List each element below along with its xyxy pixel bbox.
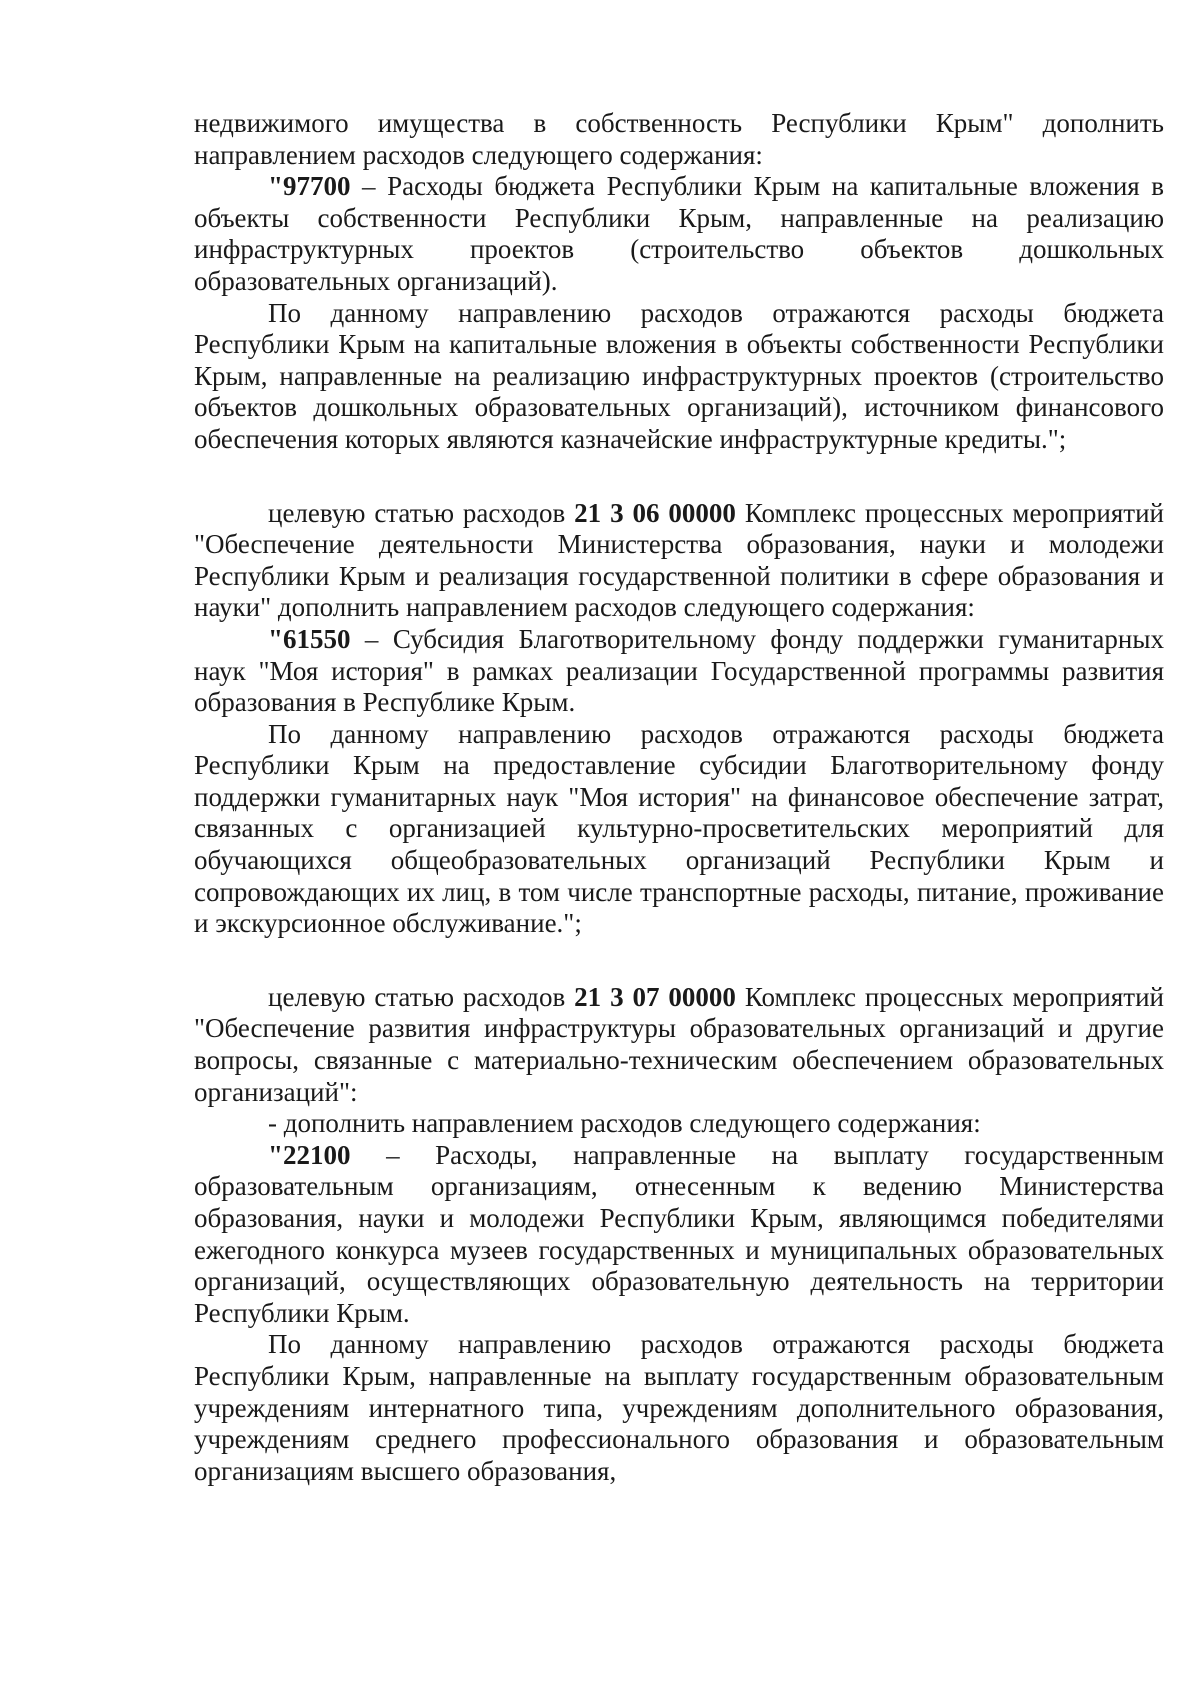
paragraph-lead: целевую статью расходов bbox=[268, 497, 575, 528]
expense-code: "97700 bbox=[268, 171, 351, 202]
paragraph-gap bbox=[194, 456, 1164, 498]
article-code: 21 3 06 00000 bbox=[574, 497, 736, 528]
target-article-21-3-07 bbox=[194, 982, 1164, 1108]
article-code: 21 3 07 00000 bbox=[574, 981, 736, 1012]
expense-direction-61550 bbox=[194, 624, 1164, 719]
expense-code: "61550 bbox=[268, 623, 351, 654]
expense-direction-22100 bbox=[194, 1140, 1164, 1330]
expense-description-61550: По данному направлению расходов отражаются расходы бюджета Республики Крым на предоставление субсидии Благотворительному фонду поддержки гуманитарных наук "Моя история" на финансовое обеспечение затрат, связанных с организацией культурно-просветительских мероприятий для обучающихся общеобразовательных организаций Республики Крым и сопровождающих их лиц, в том числе транспортные расходы, питание, проживание и экскурсионное обслуживание."; bbox=[194, 718, 1164, 939]
expense-direction-97700 bbox=[194, 171, 1164, 297]
paragraph-text: – Расходы бюджета Республики Крым на капитальные вложения в объекты собственности Республики Крым, направленные на реализацию инфраструктурных проектов (строительство объектов дошкольных образовательных организаций). bbox=[194, 171, 1164, 296]
paragraph-gap bbox=[194, 940, 1164, 982]
expense-description-22100: По данному направлению расходов отражаются расходы бюджета Республики Крым, направленные на выплату государственным образовательным учреждениям интернатного типа, учреждениям дополнительного образования, учреждениям среднего профессионального образования и образовательным организациям высшего образования, bbox=[194, 1329, 1164, 1486]
amendment-instruction: - дополнить направлением расходов следующего содержания: bbox=[268, 1108, 981, 1139]
paragraph-text: Комплекс процессных мероприятий "Обеспечение деятельности Министерства образования, науки и молодежи Республики Крым и реализация государственной политики в сфере образования и науки" дополнить направлением расходов следующего содержания: bbox=[194, 497, 1164, 623]
expense-code: "22100 bbox=[268, 1139, 351, 1170]
paragraph-text: – Расходы, направленные на выплату государственным образовательным организациям, отнесенным к ведению Министерства образования, науки и молодежи Республики Крым, являющимся победителями ежегодного конкурса музеев государственных и муниципальных образовательных организаций, осуществляющих образовательную деятельность на территории Республики Крым. bbox=[194, 1139, 1164, 1328]
paragraph-lead: целевую статью расходов bbox=[268, 981, 575, 1012]
paragraph-text: – Субсидия Благотворительному фонду поддержки гуманитарных наук "Моя история" в рамках реализации Государственной программы развития образования в Республике Крым. bbox=[194, 623, 1164, 718]
paragraph-text: Комплекс процессных мероприятий "Обеспечение развития инфраструктуры образовательных организаций и другие вопросы, связанные с материально-техническим обеспечением образовательных организаций": bbox=[194, 981, 1164, 1107]
document-body bbox=[194, 108, 1164, 1487]
target-article-21-3-06 bbox=[194, 498, 1164, 624]
paragraph-continuation: недвижимого имущества в собственность Республики Крым" дополнить направлением расходов следующего содержания: bbox=[194, 108, 1164, 170]
expense-description-97700: По данному направлению расходов отражаются расходы бюджета Республики Крым на капитальные вложения в объекты собственности Республики Крым, направленные на реализацию инфраструктурных проектов (строительство объектов дошкольных образовательных организаций), источником финансового обеспечения которых являются казначейские инфраструктурные кредиты."; bbox=[194, 297, 1164, 454]
